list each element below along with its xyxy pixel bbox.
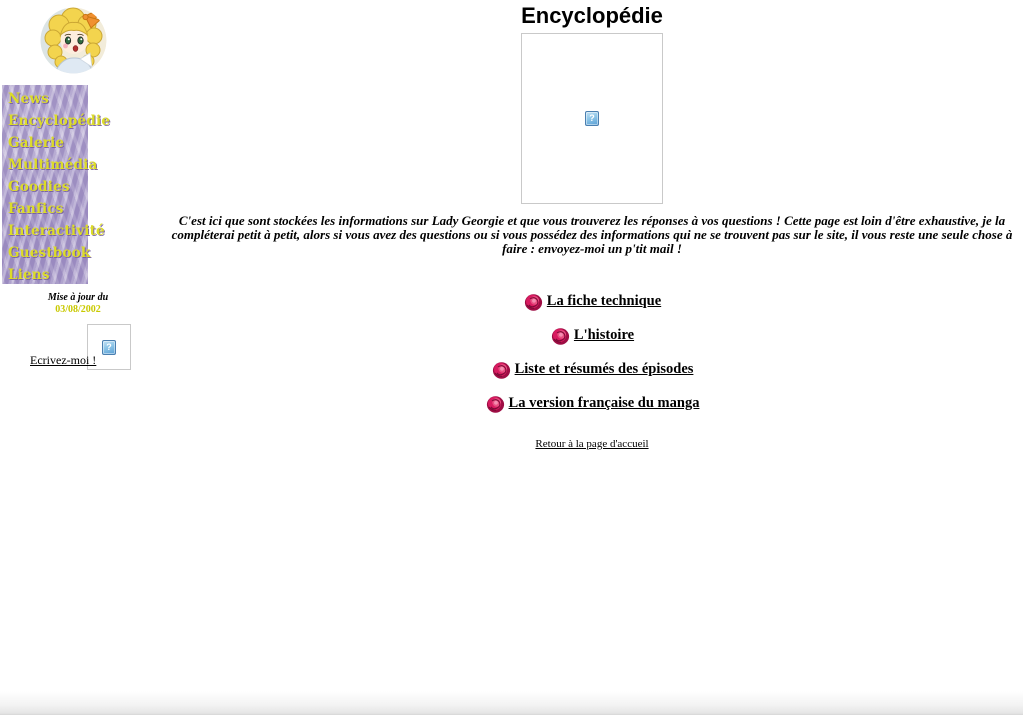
page-title: Encyclopédie: [521, 3, 663, 28]
sidebar-nav: [2, 85, 111, 284]
broken-image-icon: ?: [102, 340, 116, 355]
sidebar-item-news[interactable]: News: [8, 91, 49, 107]
sidebar-item-liens[interactable]: Liens: [8, 267, 50, 283]
sidebar-item-goodies[interactable]: Goodies: [8, 179, 70, 195]
link-liste-episodes[interactable]: Liste et résumés des épisodes: [514, 360, 694, 377]
link-row: [161, 290, 1023, 312]
rose-bullet-icon: [485, 393, 506, 414]
window-bottom-edge: [0, 691, 1023, 715]
link-histoire[interactable]: L'histoire: [573, 326, 635, 343]
link-fiche-technique[interactable]: La fiche technique: [546, 292, 662, 309]
broken-image-icon: ?: [585, 111, 599, 126]
intro-paragraph: C'est ici que sont stockées les informations sur Lady Georgie et que vous trouverez les réponses à vos questions ! Cette page est loin d'être exhaustive, je la compléterai petit à petit, alors si vous avez des questions ou si vous possédez des informations qui ne se trouvent pas sur le site, il vous reste une seule chose à faire : envoyez-moi un p'tit mail !: [171, 213, 1013, 256]
rose-bullet-icon: [523, 291, 544, 312]
sidebar-item-multimedia[interactable]: Multimédia: [8, 157, 98, 173]
link-row: [161, 358, 1023, 380]
home-link[interactable]: Retour à la page d'accueil: [535, 438, 649, 450]
main-content: [161, 0, 1023, 452]
encyclopedia-image: [521, 33, 663, 204]
sidebar-item-encyclopedie[interactable]: Encyclopédie: [8, 113, 111, 129]
site-logo-avatar: [40, 7, 107, 74]
link-version-francaise-manga[interactable]: La version française du manga: [508, 394, 700, 411]
update-label: Mise à jour du: [47, 292, 109, 303]
link-row: [161, 324, 1023, 346]
sidebar-item-galerie[interactable]: Galerie: [8, 135, 65, 151]
sidebar-item-interactivite[interactable]: Interactivité: [8, 223, 105, 239]
update-date: 03/08/2002: [55, 304, 101, 315]
write-me-link[interactable]: Ecrivez-moi !: [30, 353, 97, 367]
section-links: [161, 290, 1023, 414]
georgie-avatar-icon: [40, 7, 107, 74]
last-update: [8, 292, 148, 316]
link-row: [161, 392, 1023, 414]
rose-bullet-icon: [550, 325, 571, 346]
rose-bullet-icon: [491, 359, 512, 380]
sidebar-item-guestbook[interactable]: Guestbook: [8, 245, 91, 261]
sidebar-item-fanfics[interactable]: Fanfics: [8, 201, 64, 217]
